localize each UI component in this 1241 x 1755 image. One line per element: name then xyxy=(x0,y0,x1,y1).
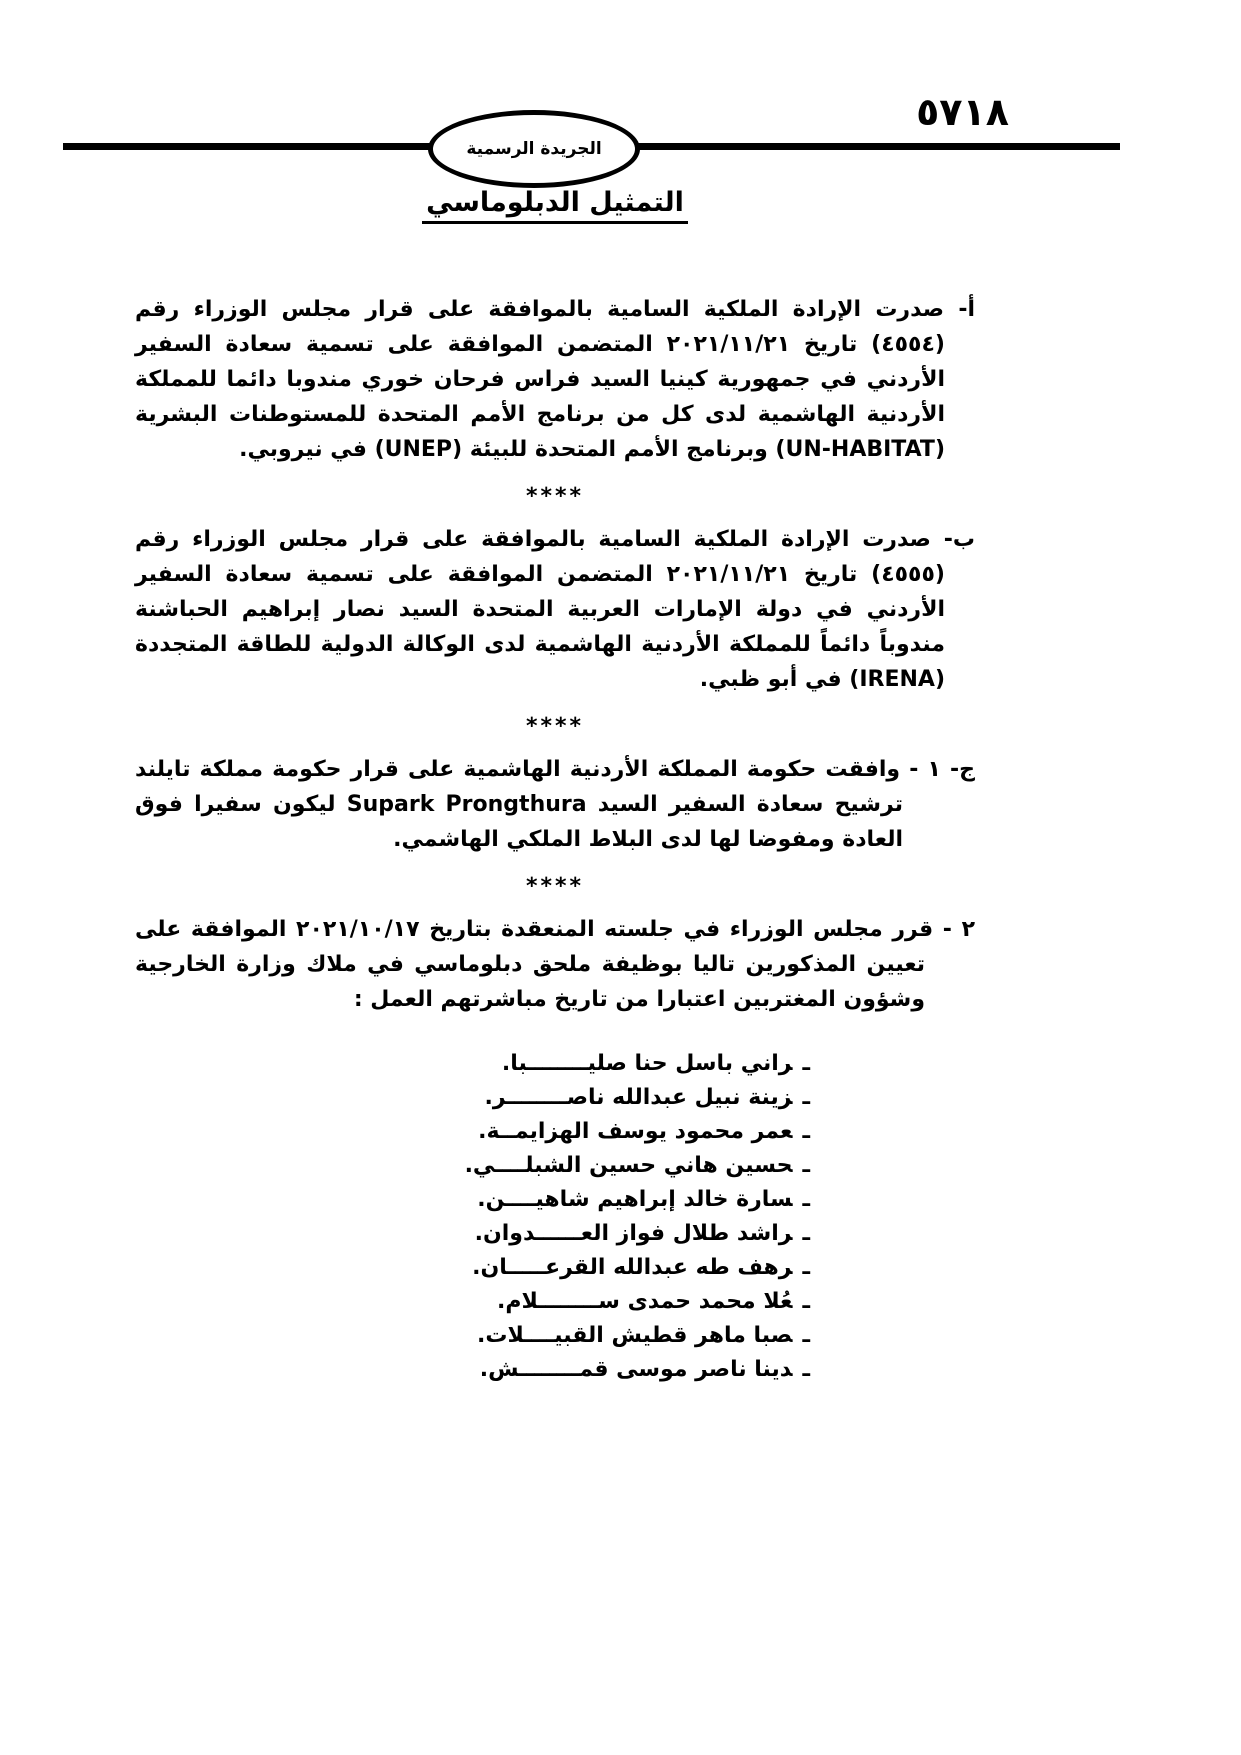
page-title: التمثيل الدبلوماسي xyxy=(135,181,975,224)
appointee-name: زينة نبيل عبدالله ناصــــــــر. xyxy=(484,1085,793,1110)
appointee-name: حسين هاني حسين الشبلــــي. xyxy=(464,1153,793,1178)
gazette-badge xyxy=(428,110,640,188)
list-item xyxy=(135,1149,810,1183)
paragraph-j1-marker: ج- ١ - xyxy=(909,757,975,782)
list-item xyxy=(135,1047,810,1081)
list-item xyxy=(135,1251,810,1285)
list-dash: ـ xyxy=(802,1221,810,1246)
list-item xyxy=(135,1115,810,1149)
appointee-name: سارة خالد إبراهيم شاهيــــن. xyxy=(477,1187,793,1212)
list-dash: ـ xyxy=(802,1085,810,1110)
section-separator: **** xyxy=(525,874,585,899)
section-separator: **** xyxy=(525,714,585,739)
list-dash: ـ xyxy=(802,1289,810,1314)
list-dash: ـ xyxy=(802,1153,810,1178)
appointee-name: راشد طلال فواز العــــــدوان. xyxy=(474,1221,793,1246)
list-item xyxy=(135,1353,810,1387)
list-item xyxy=(135,1285,810,1319)
list-item xyxy=(135,1183,810,1217)
document-body xyxy=(135,292,975,1387)
paragraph-b-text: صدرت الإرادة الملكية السامية بالموافقة على قرار مجلس الوزراء رقم (٤٥٥٥) تاريخ ٢٠٢١/١١/٢١ المتضمن الموافقة على تسمية سعادة السفير الأردني في دولة الإمارات العربية المتحدة السيد نصار إبراهيم الحباشنة مندوباً دائماً للمملكة الأردنية الهاشمية لدى الوكالة الدولية للطاقة المتجددة (IRENA) في أبو ظبي. xyxy=(135,527,945,692)
paragraph-2 xyxy=(135,912,975,1017)
gazette-badge-label: الجريدة الرسمية xyxy=(466,139,602,159)
section-separator: **** xyxy=(525,484,585,509)
list-item xyxy=(135,1217,810,1251)
appointee-name: عمر محمود يوسف الهزايمــة. xyxy=(478,1119,793,1144)
list-item xyxy=(135,1081,810,1115)
paragraph-b-marker: ب- xyxy=(943,527,975,552)
list-dash: ـ xyxy=(802,1119,810,1144)
paragraph-a-text: صدرت الإرادة الملكية السامية بالموافقة على قرار مجلس الوزراء رقم (٤٥٥٤) تاريخ ٢٠٢١/١١/٢١ المتضمن الموافقة على تسمية سعادة السفير الأردني في جمهورية كينيا السيد فراس فرحان خوري مندوبا دائما للمملكة الأردنية الهاشمية لدى كل من برنامج الأمم المتحدة للمستوطنات البشرية (UN-HABITAT) وبرنامج الأمم المتحدة للبيئة (UNEP) في نيروبي. xyxy=(135,297,945,462)
paragraph-a-marker: أ- xyxy=(958,297,975,322)
page-number: ٥٧١٨ xyxy=(916,90,1009,134)
list-dash: ـ xyxy=(802,1255,810,1280)
paragraph-j1 xyxy=(135,752,975,857)
list-dash: ـ xyxy=(802,1323,810,1348)
list-dash: ـ xyxy=(802,1357,810,1382)
list-item xyxy=(135,1319,810,1353)
appointee-name: رهف طه عبدالله القرعـــــان. xyxy=(472,1255,793,1280)
paragraph-a xyxy=(135,292,975,467)
paragraph-2-marker: ٢ - xyxy=(942,917,975,942)
paragraph-2-text: قرر مجلس الوزراء في جلسته المنعقدة بتاريخ ٢٠٢١/١٠/١٧ الموافقة على تعيين المذكورين تاليا بوظيفة ملحق دبلوماسي في ملاك وزارة الخارجية وشؤون المغتربين اعتبارا من تاريخ مباشرتهم العمل : xyxy=(135,917,934,1012)
appointee-name: راني باسل حنا صليــــــــبا. xyxy=(501,1051,793,1076)
appointee-name: صبا ماهر قطيش القبيــــلات. xyxy=(476,1323,793,1348)
list-dash: ـ xyxy=(802,1051,810,1076)
appointee-name: عُلا محمد حمدى ســــــــلام. xyxy=(496,1289,793,1314)
paragraph-b xyxy=(135,522,975,697)
list-dash: ـ xyxy=(802,1187,810,1212)
appointees-list xyxy=(135,1047,810,1387)
appointee-name: دينا ناصر موسى قمــــــــش. xyxy=(479,1357,793,1382)
paragraph-j1-text: وافقت حكومة المملكة الأردنية الهاشمية على قرار حكومة مملكة تايلند ترشيح سعادة السفير السيد Supark Prongthura ليكون سفيرا فوق العادة ومفوضا لها لدى البلاط الملكي الهاشمي. xyxy=(135,757,903,852)
